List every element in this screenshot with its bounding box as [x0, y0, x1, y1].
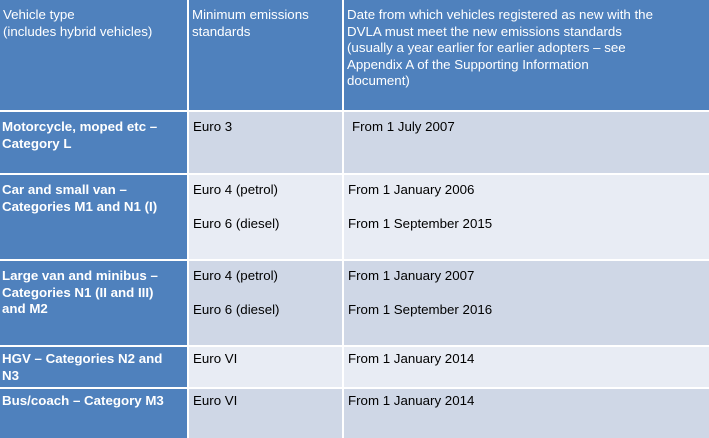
standard-value: Euro VI: [193, 351, 238, 366]
vehicle-line: Bus/coach – Category M3: [2, 393, 164, 408]
row-car-date: [344, 175, 709, 259]
vehicle-line: Motorcycle, moped etc –: [2, 119, 158, 134]
header-date-from: [344, 0, 709, 110]
header-min-standards: [189, 0, 342, 110]
header-min-standards-line: Minimum emissions: [192, 7, 309, 22]
date-value: From 1 January 2014: [348, 351, 475, 366]
row-car-standard: [189, 175, 342, 259]
row-motorcycle-standard: [189, 112, 342, 173]
date-value: From 1 September 2015: [348, 215, 493, 231]
row-large-van-vehicle: [0, 261, 187, 345]
date-value: From 1 January 2014: [348, 393, 475, 408]
row-large-van-date: [344, 261, 709, 345]
header-vehicle-type-line: (includes hybrid vehicles): [3, 23, 153, 39]
vehicle-line: Category L: [2, 135, 72, 151]
date-value: From 1 January 2006: [348, 182, 475, 197]
standard-value: Euro 4 (petrol): [193, 182, 278, 197]
row-car-vehicle: [0, 175, 187, 259]
row-motorcycle-date: [344, 112, 709, 173]
header-date-from-line: Date from which vehicles registered as new with the: [347, 7, 653, 22]
vehicle-line: N3: [2, 367, 19, 383]
date-value: From 1 January 2007: [348, 268, 475, 283]
header-date-from-line: document): [347, 73, 410, 88]
row-large-van-standard: [189, 261, 342, 345]
row-hgv-vehicle: [0, 347, 187, 387]
standard-value: Euro 4 (petrol): [193, 268, 278, 283]
header-date-from-line: DVLA must meet the new emissions standards: [347, 23, 622, 39]
vehicle-line: Large van and minibus –: [2, 268, 158, 283]
header-vehicle-type-line: Vehicle type: [3, 7, 75, 22]
standard-value: Euro 6 (diesel): [193, 215, 280, 231]
row-hgv-date: [344, 347, 709, 387]
vehicle-line: Categories N1 (II and III): [2, 284, 154, 300]
date-value: From 1 September 2016: [348, 301, 493, 317]
header-date-from-line: (usually a year earlier for earlier adopters – see: [347, 40, 626, 55]
row-bus-date: [344, 389, 709, 438]
standard-value: Euro VI: [193, 393, 238, 408]
vehicle-line: Categories M1 and N1 (I): [2, 198, 158, 214]
date-value: From 1 July 2007: [352, 119, 455, 134]
header-min-standards-line: standards: [192, 23, 251, 39]
standard-value: Euro 6 (diesel): [193, 301, 280, 317]
header-vehicle-type: [0, 0, 187, 110]
standard-value: Euro 3: [193, 119, 233, 134]
vehicle-line: Car and small van –: [2, 182, 127, 197]
row-bus-standard: [189, 389, 342, 438]
vehicle-line: HGV – Categories N2 and: [2, 351, 163, 366]
vehicle-line: and M2: [2, 301, 48, 316]
row-bus-vehicle: [0, 389, 187, 438]
row-hgv-standard: [189, 347, 342, 387]
row-motorcycle-vehicle: [0, 112, 187, 173]
header-date-from-line: Appendix A of the Supporting Information: [347, 56, 589, 72]
